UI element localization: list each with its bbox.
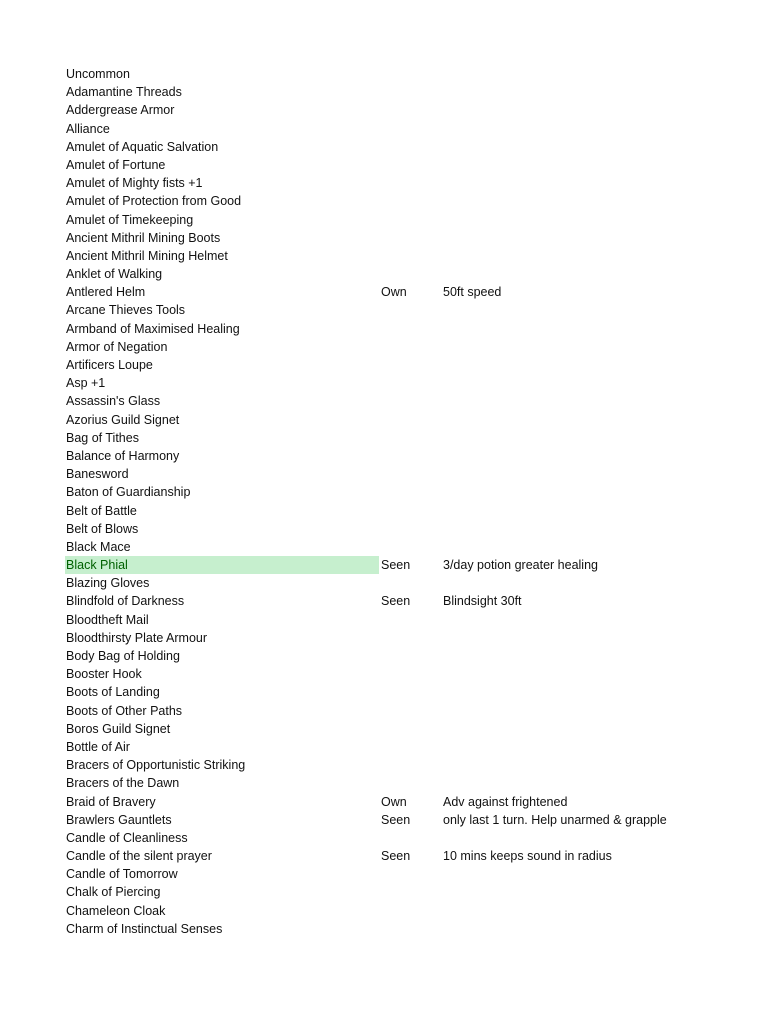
item-notes-cell[interactable]: only last 1 turn. Help unarmed & grapple: [443, 812, 667, 827]
item-notes-cell[interactable]: [443, 411, 743, 429]
item-name-cell[interactable]: Candle of Cleanliness: [66, 830, 188, 845]
item-notes-cell[interactable]: [443, 465, 743, 483]
table-row: [0, 265, 768, 283]
table-row: [0, 338, 768, 356]
item-notes-cell[interactable]: [443, 683, 743, 701]
item-status-cell[interactable]: [381, 338, 441, 356]
item-name-cell[interactable]: Chameleon Cloak: [66, 903, 166, 918]
item-status-cell[interactable]: [381, 865, 441, 883]
item-notes-cell[interactable]: [443, 447, 743, 465]
item-name-cell[interactable]: Bag of Tithes: [66, 430, 139, 445]
table-row: [0, 447, 768, 465]
item-name-cell[interactable]: Belt of Blows: [66, 521, 139, 536]
table-row: [0, 247, 768, 265]
item-status-cell[interactable]: [381, 774, 441, 792]
table-row: [0, 647, 768, 665]
item-status-cell[interactable]: [381, 647, 441, 665]
table-row: [0, 538, 768, 556]
item-notes-cell[interactable]: [443, 520, 743, 538]
item-name-cell[interactable]: Azorius Guild Signet: [66, 412, 180, 427]
item-name-cell[interactable]: Booster Hook: [66, 667, 142, 682]
table-row: [0, 101, 768, 119]
item-notes-cell[interactable]: [443, 320, 743, 338]
item-notes-cell[interactable]: [443, 265, 743, 283]
item-status-cell[interactable]: [381, 683, 441, 701]
item-status-cell[interactable]: [381, 574, 441, 592]
item-name-cell[interactable]: Banesword: [66, 467, 129, 482]
item-notes-cell[interactable]: [443, 65, 743, 83]
item-name-cell[interactable]: Bracers of the Dawn: [66, 776, 180, 791]
item-notes-cell[interactable]: [443, 902, 743, 920]
table-row: [0, 83, 768, 101]
item-notes-cell[interactable]: 50ft speed: [443, 285, 502, 300]
spreadsheet: [0, 65, 768, 938]
item-status-cell[interactable]: [381, 902, 441, 920]
item-name-cell[interactable]: Amulet of Protection from Good: [66, 194, 242, 209]
item-name-cell[interactable]: Armor of Negation: [66, 339, 168, 354]
item-name-cell[interactable]: Bloodthirsty Plate Armour: [66, 630, 208, 645]
item-status-cell[interactable]: [381, 247, 441, 265]
item-notes-cell[interactable]: Adv against frightened: [443, 794, 568, 809]
item-notes-cell[interactable]: [443, 483, 743, 501]
table-row: [0, 65, 768, 83]
item-name-cell[interactable]: Uncommon: [66, 67, 130, 81]
table-row: [0, 793, 768, 811]
item-name-cell[interactable]: Chalk of Piercing: [66, 885, 161, 900]
item-name-cell[interactable]: Asp +1: [66, 376, 106, 391]
table-row: [0, 683, 768, 701]
item-status-cell[interactable]: [381, 629, 441, 647]
item-status-cell[interactable]: [381, 174, 441, 192]
item-name-cell[interactable]: Brawlers Gauntlets: [66, 812, 172, 827]
item-notes-cell[interactable]: [443, 574, 743, 592]
item-notes-cell[interactable]: [443, 829, 743, 847]
item-name-cell[interactable]: Body Bag of Holding: [66, 649, 180, 663]
item-notes-cell[interactable]: [443, 665, 743, 683]
item-notes-cell[interactable]: [443, 392, 743, 410]
item-notes-cell[interactable]: [443, 374, 743, 392]
table-row: [0, 483, 768, 501]
item-notes-cell[interactable]: [443, 502, 743, 520]
table-row: [0, 756, 768, 774]
table-row: [0, 865, 768, 883]
item-notes-cell[interactable]: [443, 920, 743, 938]
item-notes-cell[interactable]: [443, 429, 743, 447]
item-name-cell[interactable]: Addergrease Armor: [66, 103, 175, 118]
item-status-cell[interactable]: [381, 465, 441, 483]
item-name-cell[interactable]: Anklet of Walking: [66, 267, 163, 282]
item-name-cell[interactable]: Black Phial: [65, 556, 379, 574]
item-name-cell[interactable]: Boros Guild Signet: [66, 721, 171, 736]
item-name-cell[interactable]: Assassin's Glass: [66, 394, 161, 409]
item-status-cell[interactable]: [381, 211, 441, 229]
item-status-cell[interactable]: [381, 65, 441, 83]
table-row: [0, 665, 768, 683]
item-status-cell[interactable]: [381, 502, 441, 520]
item-status-cell[interactable]: [381, 411, 441, 429]
table-row: [0, 574, 768, 592]
table-row: [0, 920, 768, 938]
item-name-cell[interactable]: Candle of Tomorrow: [66, 867, 178, 882]
item-notes-cell[interactable]: [443, 702, 743, 720]
item-status-cell[interactable]: Seen: [381, 849, 411, 864]
table-row: [0, 174, 768, 192]
item-notes-cell[interactable]: [443, 611, 743, 629]
item-notes-cell[interactable]: [443, 647, 743, 665]
item-notes-cell[interactable]: [443, 629, 743, 647]
item-notes-cell[interactable]: [443, 865, 743, 883]
item-status-cell[interactable]: [381, 429, 441, 447]
item-notes-cell[interactable]: [443, 192, 743, 210]
item-status-cell[interactable]: Seen: [381, 558, 411, 573]
table-row: [0, 374, 768, 392]
item-status-cell[interactable]: [381, 320, 441, 338]
table-row: [0, 120, 768, 138]
item-name-cell[interactable]: Boots of Other Paths: [66, 703, 183, 718]
table-row: [0, 283, 768, 301]
item-name-cell[interactable]: Adamantine Threads: [66, 85, 182, 100]
item-notes-cell[interactable]: [443, 756, 743, 774]
item-name-cell[interactable]: Artificers Loupe: [66, 358, 153, 372]
item-status-cell[interactable]: [381, 265, 441, 283]
table-row: [0, 720, 768, 738]
item-status-cell[interactable]: [381, 447, 441, 465]
item-status-cell[interactable]: [381, 138, 441, 156]
table-row: [0, 392, 768, 410]
item-name-cell[interactable]: Amulet of Fortune: [66, 157, 166, 172]
item-status-cell[interactable]: [381, 738, 441, 756]
item-status-cell[interactable]: [381, 520, 441, 538]
item-notes-cell[interactable]: [443, 338, 743, 356]
table-row: [0, 301, 768, 319]
item-name-cell[interactable]: Armband of Maximised Healing: [66, 321, 240, 336]
item-status-cell[interactable]: [381, 720, 441, 738]
item-status-cell[interactable]: [381, 883, 441, 901]
item-notes-cell[interactable]: Blindsight 30ft: [443, 594, 522, 609]
item-name-cell[interactable]: Blazing Gloves: [66, 576, 150, 591]
item-status-cell[interactable]: [381, 392, 441, 410]
table-row: [0, 411, 768, 429]
item-name-cell[interactable]: Bottle of Air: [66, 739, 130, 754]
item-notes-cell[interactable]: [443, 83, 743, 101]
item-name-cell[interactable]: Black Mace: [66, 539, 131, 554]
table-row: [0, 847, 768, 865]
table-row: [0, 211, 768, 229]
table-row: [0, 738, 768, 756]
item-notes-cell[interactable]: [443, 211, 743, 229]
item-status-cell[interactable]: [381, 538, 441, 556]
table-row: [0, 502, 768, 520]
item-notes-cell[interactable]: [443, 120, 743, 138]
item-notes-cell[interactable]: [443, 356, 743, 374]
item-name-cell[interactable]: Bracers of Opportunistic Striking: [66, 758, 246, 773]
item-name-cell[interactable]: Charm of Instinctual Senses: [66, 921, 223, 936]
item-status-cell[interactable]: Own: [381, 285, 407, 300]
table-row: [0, 320, 768, 338]
item-name-cell[interactable]: Ancient Mithril Mining Boots: [66, 230, 221, 245]
item-notes-cell[interactable]: [443, 720, 743, 738]
item-status-cell[interactable]: [381, 829, 441, 847]
item-status-cell[interactable]: [381, 301, 441, 319]
item-status-cell[interactable]: [381, 665, 441, 683]
table-row: [0, 592, 768, 610]
item-notes-cell[interactable]: [443, 538, 743, 556]
table-row: [0, 556, 768, 574]
item-status-cell[interactable]: Seen: [381, 594, 411, 609]
item-notes-cell[interactable]: [443, 774, 743, 792]
item-name-cell[interactable]: Braid of Bravery: [66, 794, 156, 809]
item-status-cell[interactable]: [381, 756, 441, 774]
item-notes-cell[interactable]: [443, 138, 743, 156]
item-notes-cell[interactable]: [443, 301, 743, 319]
item-name-cell[interactable]: Antlered Helm: [66, 285, 146, 300]
item-name-cell[interactable]: Arcane Thieves Tools: [66, 303, 186, 318]
table-row: [0, 138, 768, 156]
item-notes-cell[interactable]: 10 mins keeps sound in radius: [443, 849, 612, 864]
item-name-cell[interactable]: Boots of Landing: [66, 685, 160, 700]
table-row: [0, 356, 768, 374]
item-name-cell[interactable]: Amulet of Mighty fists +1: [66, 176, 203, 191]
item-status-cell[interactable]: [381, 611, 441, 629]
item-notes-cell[interactable]: [443, 247, 743, 265]
table-row: [0, 465, 768, 483]
item-name-cell[interactable]: Bloodtheft Mail: [66, 612, 149, 627]
item-status-cell[interactable]: [381, 702, 441, 720]
table-row: [0, 611, 768, 629]
item-notes-cell[interactable]: [443, 229, 743, 247]
table-row: [0, 156, 768, 174]
item-notes-cell[interactable]: [443, 101, 743, 119]
table-row: [0, 520, 768, 538]
item-status-cell[interactable]: [381, 101, 441, 119]
item-status-cell[interactable]: [381, 192, 441, 210]
item-status-cell[interactable]: [381, 120, 441, 138]
item-name-cell[interactable]: Amulet of Aquatic Salvation: [66, 139, 219, 154]
item-name-cell[interactable]: Blindfold of Darkness: [66, 594, 185, 609]
item-status-cell[interactable]: [381, 483, 441, 501]
table-row: [0, 429, 768, 447]
table-row: [0, 192, 768, 210]
item-status-cell[interactable]: [381, 156, 441, 174]
item-notes-cell[interactable]: [443, 738, 743, 756]
item-status-cell[interactable]: [381, 356, 441, 374]
item-status-cell[interactable]: [381, 83, 441, 101]
table-row: [0, 829, 768, 847]
table-row: [0, 774, 768, 792]
table-row: [0, 229, 768, 247]
item-status-cell[interactable]: Own: [381, 794, 407, 809]
item-name-cell[interactable]: Baton of Guardianship: [66, 485, 191, 500]
item-name-cell[interactable]: Balance of Harmony: [66, 448, 180, 463]
item-notes-cell[interactable]: [443, 174, 743, 192]
item-status-cell[interactable]: Seen: [381, 812, 411, 827]
table-row: [0, 702, 768, 720]
item-status-cell[interactable]: [381, 229, 441, 247]
table-row: [0, 629, 768, 647]
item-status-cell[interactable]: [381, 374, 441, 392]
item-status-cell[interactable]: [381, 920, 441, 938]
item-name-cell[interactable]: Alliance: [66, 121, 110, 136]
table-row: [0, 811, 768, 829]
item-name-cell[interactable]: Candle of the silent prayer: [66, 849, 212, 864]
table-row: [0, 883, 768, 901]
table-row: [0, 902, 768, 920]
item-notes-cell[interactable]: 3/day potion greater healing: [443, 558, 598, 573]
item-name-cell[interactable]: Amulet of Timekeeping: [66, 212, 194, 227]
item-notes-cell[interactable]: [443, 883, 743, 901]
item-name-cell[interactable]: Ancient Mithril Mining Helmet: [66, 248, 228, 263]
item-name-cell[interactable]: Belt of Battle: [66, 503, 137, 518]
item-notes-cell[interactable]: [443, 156, 743, 174]
